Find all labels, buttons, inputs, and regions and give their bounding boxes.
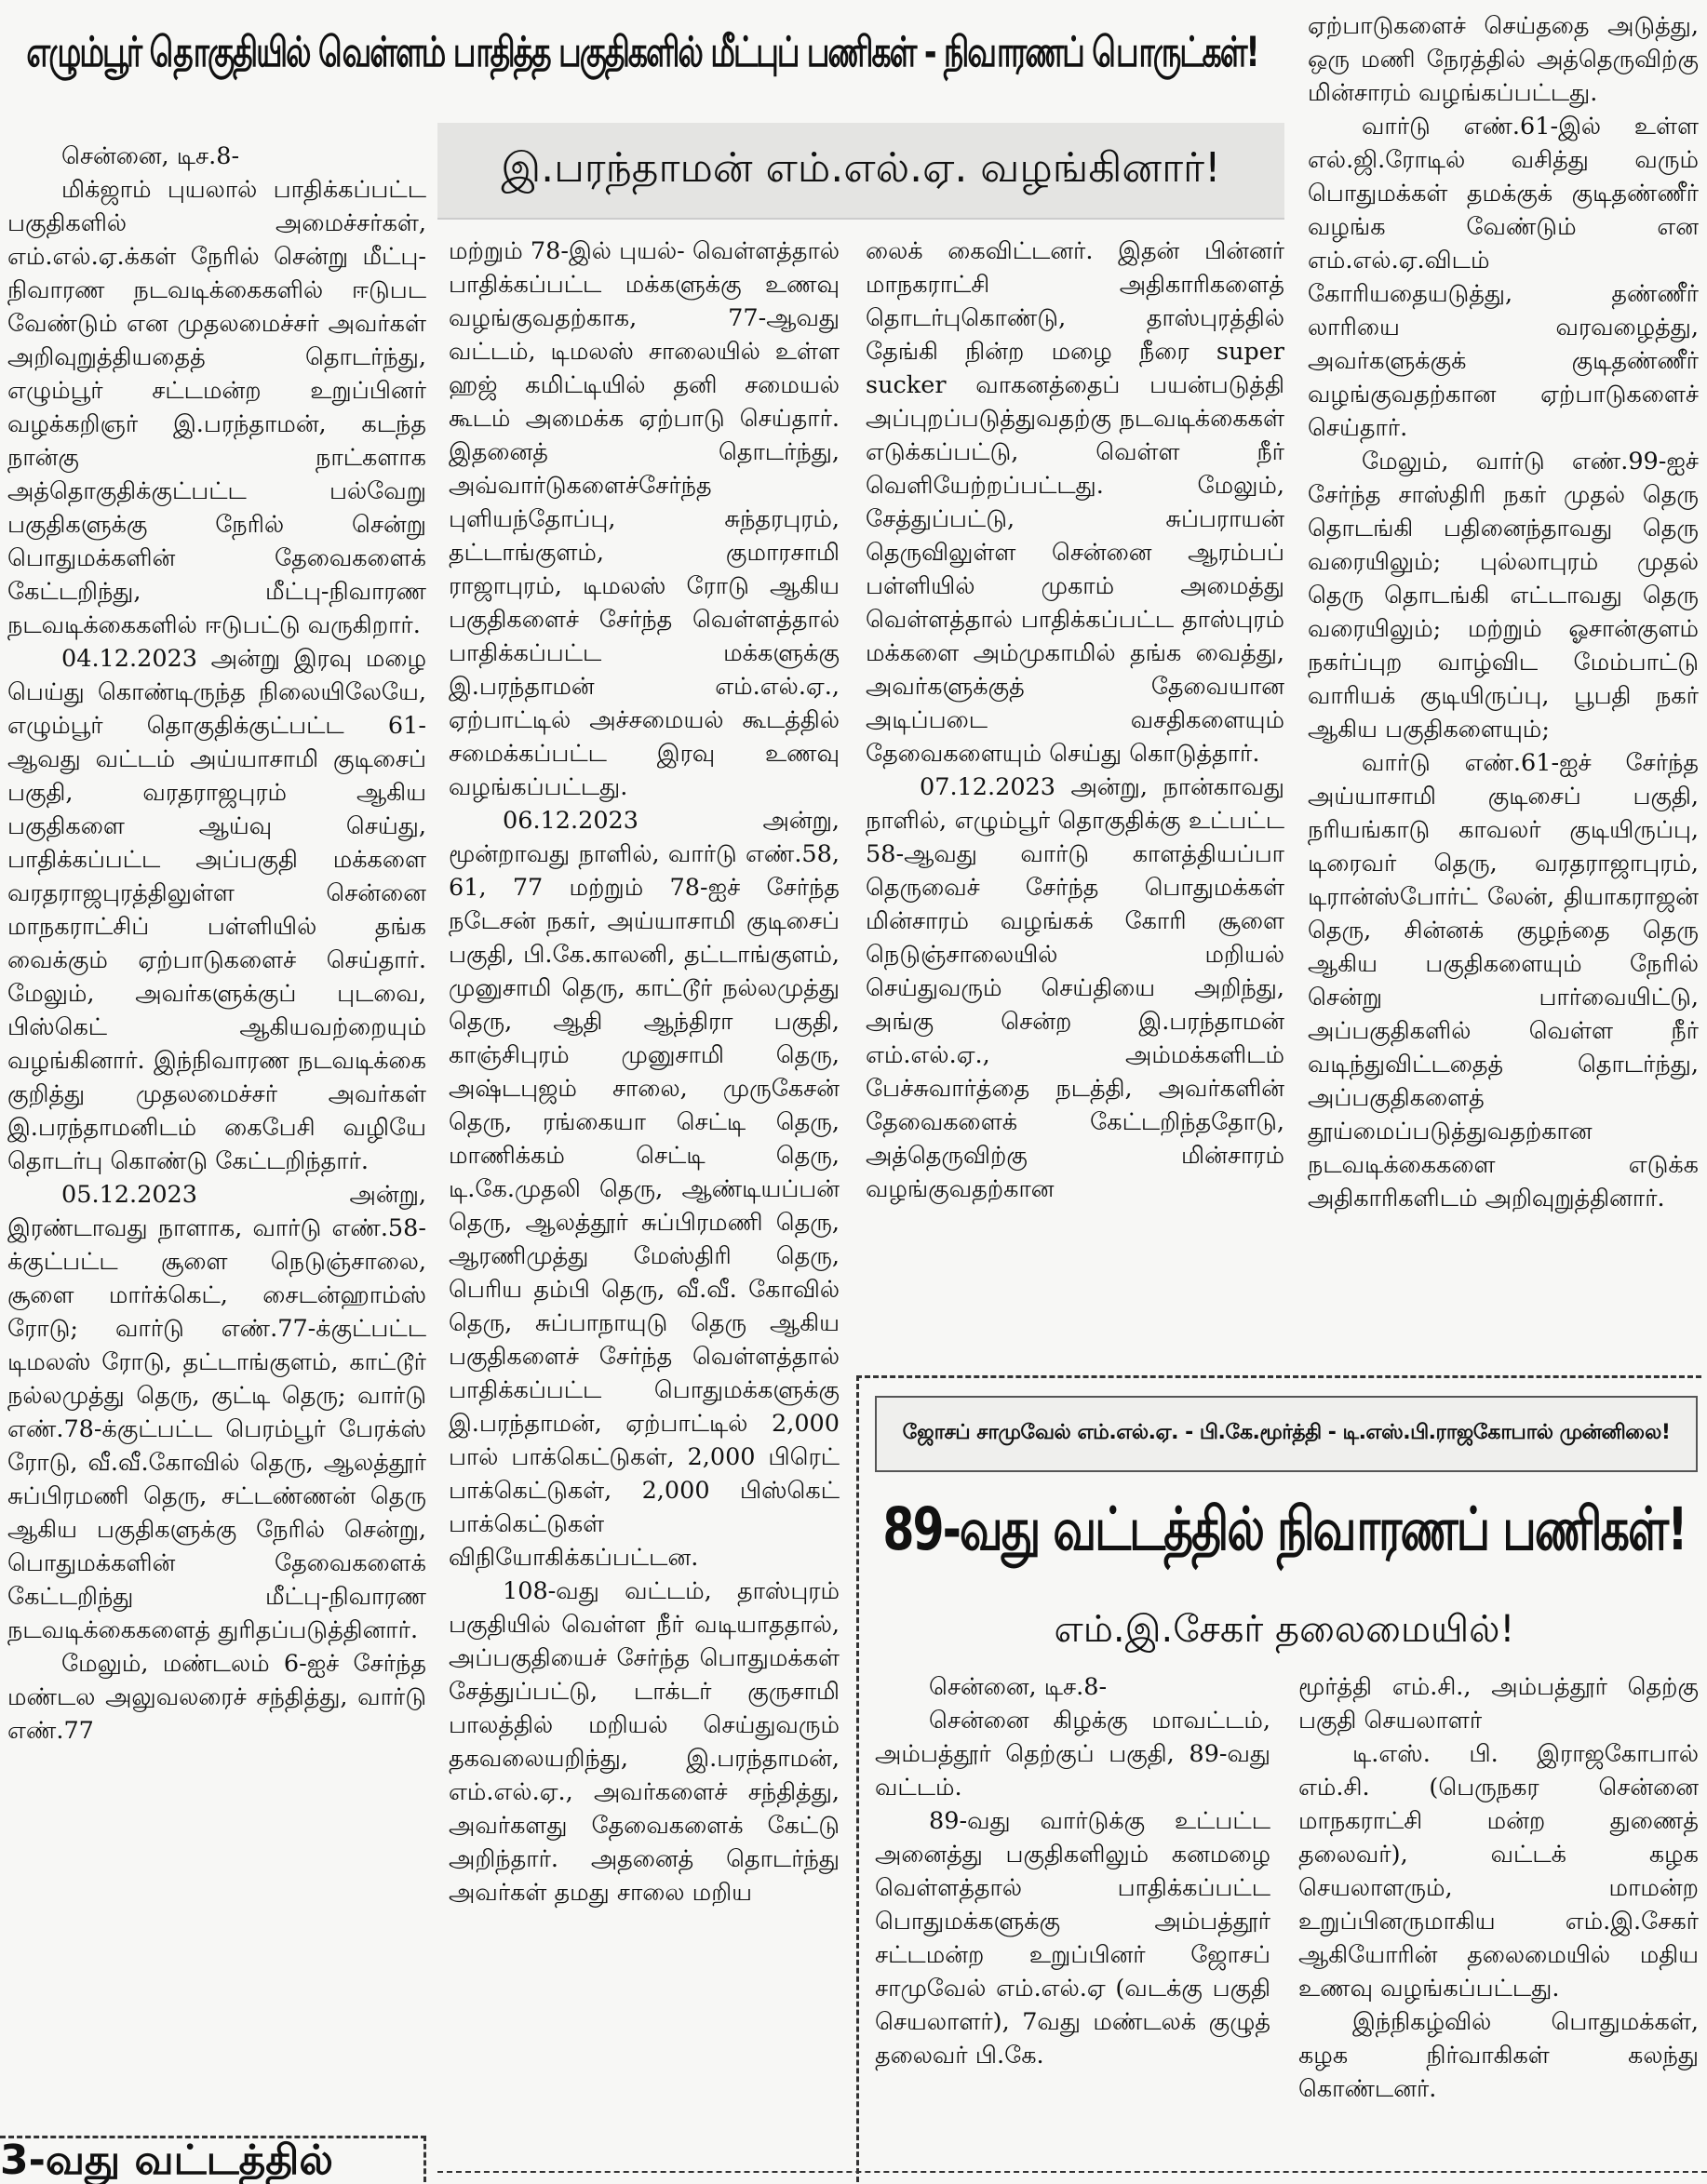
paragraph: ஏற்பாடுகளைச் செய்ததை அடுத்து, ஒரு மணி நேரத்தில் அத்தெருவிற்கு மின்சாரம் வழங்கப்பட்டது.	[1308, 12, 1699, 107]
paragraph: சென்னை கிழக்கு மாவட்டம், அம்பத்தூர் தெற்குப் பகுதி, 89-வது வட்டம்.	[875, 1707, 1270, 1802]
paragraph: 05.12.2023 அன்று, இரண்டாவது நாளாக, வார்டு எண்.58-க்குட்பட்ட சூளை நெடுஞ்சாலை, சூளை மார்க்கெட், சைடன்ஹாம்ஸ் ரோடு; வார்டு எண்.77-க்குட்பட்ட டிமலஸ் ரோடு, தட்டாங்குளம், காட்டூர் நல்லமுத்து தெரு, குட்டி தெரு; வார்டு எண்.78-க்குட்பட்ட பெரம்பூர் பேரக்ஸ் ரோடு, வீ.வீ.கோவில் தெரு, ஆலத்தூர் சுப்பிரமணி தெரு, சட்டண்ணன் தெரு ஆகிய பகுதிகளுக்கு நேரில் சென்று, பொதுமக்களின் தேவைகளைக் கேட்டறிந்து மீட்பு-நிவாரண நடவடிக்கைகளைத் துரிதப்படுத்தினார்.	[7, 1181, 426, 1644]
paragraph: 89-வது வார்டுக்கு உட்பட்ட அனைத்து பகுதிகளிலும் கனமழை வெள்ளத்தால் பாதிக்கப்பட்ட பொதுமக்களுக்கு அம்பத்தூர் சட்டமன்ற உறுப்பினர் ஜோசப் சாமுவேல் எம்.எல்.ஏ (வடக்கு பகுதி செயலாளர்), 7வது மண்டலக் குழுத் தலைவர் பி.கே.	[875, 1807, 1270, 2070]
column-4	[1308, 9, 1699, 1363]
story-2-headline: 89-வது வட்டத்தில் நிவாரணப் பணிகள்!	[882, 1494, 1687, 1564]
column-1	[7, 140, 426, 2136]
paragraph: 04.12.2023 அன்று இரவு மழை பெய்து கொண்டிருந்த நிலையிலேயே, எழும்பூர் தொகுதிக்குட்பட்ட 61-ஆவது வட்டம் அய்யாசாமி குடிசைப் பகுதி, வரதராஜபுரம் ஆகிய பகுதிகளை ஆய்வு செய்து, பாதிக்கப்பட்ட அப்பகுதி மக்களை வரதராஜபுரத்திலுள்ள சென்னை மாநகராட்சிப் பள்ளியில் தங்க வைக்கும் ஏற்பாடுகளைச் செய்தார். மேலும், அவர்களுக்குப் புடவை, பிஸ்கெட் ஆகியவற்றையும் வழங்கினார். இந்நிவாரண நடவடிக்கை குறித்து முதலமைச்சர் அவர்கள் இ.பரந்தாமனிடம் கைபேசி வழியே தொடர்பு கொண்டு கேட்டறிந்தார்.	[7, 645, 426, 1175]
bottom-divider	[437, 2171, 1707, 2173]
paragraph: மூர்த்தி எம்.சி., அம்பத்தூர் தெற்கு பகுதி செயலாளர்	[1298, 1673, 1699, 1735]
paragraph: சென்னை, டிச.8-	[929, 1673, 1108, 1701]
paragraph: மேலும், மண்டலம் 6-ஐச் சேர்ந்த மண்டல அலுவலரைச் சந்தித்து, வார்டு எண்.77	[7, 1650, 426, 1745]
paragraph: 07.12.2023 அன்று, நான்காவது நாளில், எழும்பூர் தொகுதிக்கு உட்பட்ட 58-ஆவது வார்டு காளத்தியப்பா தெருவைச் சேர்ந்த பொதுமக்கள் மின்சாரம் வழங்கக் கோரி சூளை நெடுஞ்சாலையில் மறியல் செய்துவரும் செய்தியை அறிந்து, அங்கு சென்ற இ.பரந்தாமன் எம்.எல்.ஏ., அம்மக்களிடம் பேச்சுவார்த்தை நடத்தி, அவர்களின் தேவைகளைக் கேட்டறிந்ததோடு, அத்தெருவிற்கு மின்சாரம் வழங்குவதற்கான	[866, 773, 1284, 1203]
paragraph: மற்றும் 78-இல் புயல்- வெள்ளத்தால் பாதிக்கப்பட்ட மக்களுக்கு உணவு வழங்குவதற்காக, 77-ஆவது வட்டம், டிமலஸ் சாலையில் உள்ள ஹஜ் கமிட்டியில் தனி சமையல் கூடம் அமைக்க ஏற்பாடு செய்தார். இதனைத் தொடர்ந்து, அவ்வார்டுகளைச்சேர்ந்த புளியந்தோப்பு, சுந்தரபுரம், தட்டாங்குளம், குமாரசாமி ராஜாபுரம், டிமலஸ் ரோடு ஆகிய பகுதிகளைச் சேர்ந்த வெள்ளத்தால் பாதிக்கப்பட்ட மக்களுக்கு இ.பரந்தாமன் எம்.எல்.ஏ., ஏற்பாட்டில் அச்சமையல் கூடத்தில் சமைக்கப்பட்ட இரவு உணவு வழங்கப்பட்டது.	[449, 237, 840, 801]
story-2-byline: எம்.இ.சேகர் தலைமையில்!	[1054, 1607, 1515, 1651]
paragraph: வார்டு எண்.61-இல் உள்ள எல்.ஜி.ரோடில் வசித்து வரும் பொதுமக்கள் தமக்குக் குடிதண்ணீர் வழங்க வேண்டும் என எம்.எல்.ஏ.விடம் கோரியதையடுத்து, தண்ணீர் லாரியை வரவழைத்து, அவர்களுக்குக் குடிதண்ணீர் வழங்குவதற்கான ஏற்பாடுகளைச் செய்தார்.	[1308, 113, 1699, 442]
story-2-column-1	[875, 1670, 1270, 2164]
paragraph: டி.எஸ். பி. இராஜகோபால் எம்.சி. (பெருநகர சென்னை மாநகராட்சி மன்ற துணைத் தலைவர்), வட்டக் கழக செயலாளரும், மாமன்ற உறுப்பினருமாகிய எம்.இ.சேகர் ஆகியோரின் தலைமையில் மதிய உணவு வழங்கப்பட்டது.	[1298, 1740, 1699, 2003]
paragraph: மிக்ஜாம் புயலால் பாதிக்கப்பட்ட பகுதிகளில் அமைச்சர்கள், எம்.எல்.ஏ.க்கள் நேரில் சென்று மீட்பு-நிவாரண நடவடிக்கைகளில் ஈடுபட வேண்டும் என முதலமைச்சர் அவர்கள் அறிவுறுத்தியதைத் தொடர்ந்து, எழும்பூர் சட்டமன்ற உறுப்பினர் வழக்கறிஞர் இ.பரந்தாமன், கடந்த நான்கு நாட்களாக அத்தொகுதிக்குட்பட்ட பல்வேறு பகுதிகளுக்கு நேரில் சென்று பொதுமக்களின் தேவைகளைக் கேட்டறிந்து, மீட்பு-நிவாரண நடவடிக்கைகளில் ஈடுபட்டு வருகிறார்.	[7, 176, 426, 639]
paragraph: லைக் கைவிட்டனர். இதன் பின்னர் மாநகராட்சி அதிகாரிகளைத் தொடர்புகொண்டு, தாஸ்புரத்தில் தேங்கி நின்ற மழை நீரை super sucker வாகனத்தைப் பயன்படுத்தி அப்புறப்படுத்துவதற்கு நடவடிக்கைகள் எடுக்கப்பட்டு, வெள்ள நீர் வெளியேற்றப்பட்டது. மேலும், சேத்துப்பட்டு, சுப்பராயன் தெருவிலுள்ள சென்னை ஆரம்பப் பள்ளியில் முகாம் அமைத்து வெள்ளத்தால் பாதிக்கப்பட்ட தாஸ்புரம் மக்களை அம்முகாமில் தங்க வைத்து, அவர்களுக்குத் தேவையான அடிப்படை வசதிகளையும் தேவைகளையும் செய்து கொடுத்தார்.	[866, 237, 1284, 768]
paragraph: சென்னை, டிச.8-	[61, 142, 240, 170]
paragraph: 06.12.2023 அன்று, மூன்றாவது நாளில், வார்டு எண்.58, 61, 77 மற்றும் 78-ஐச் சேர்ந்த நடேசன் நகர், அய்யாசாமி குடிசைப் பகுதி, பி.கே.காலனி, தட்டாங்குளம், முனுசாமி தெரு, காட்டூர் நல்லமுத்து தெரு, ஆதி ஆந்திரா பகுதி, காஞ்சிபுரம் முனுசாமி தெரு, அஷ்டபுஜம் சாலை, முருகேசன் தெரு, ரங்கையா செட்டி தெரு, மாணிக்கம் செட்டி தெரு, டி.கே.முதலி தெரு, ஆண்டியப்பன் தெரு, ஆலத்தூர் சுப்பிரமணி தெரு, ஆரணிமுத்து மேஸ்திரி தெரு, பெரிய தம்பி தெரு, வீ.வீ. கோவில் தெரு, சுப்பாநாயுடு தெரு ஆகிய பகுதிகளைச் சேர்ந்த வெள்ளத்தால் பாதிக்கப்பட்ட பொதுமக்களுக்கு இ.பரந்தாமன், ஏற்பாட்டில் 2,000 பால் பாக்கெட்டுகள், 2,000 பிரெட் பாக்கெட்டுகள், 2,000 பிஸ்கெட் பாக்கெட்டுகள் விநியோகிக்கப்பட்டன.	[449, 807, 840, 1572]
next-story-headline: 3-வது வட்டத்தில்	[0, 2137, 333, 2184]
story-2-kicker: ஜோசப் சாமுவேல் எம்.எல்.ஏ. - பி.கே.மூர்த்தி - டி.எஸ்.பி.ராஜகோபால் முன்னிலை!	[875, 1396, 1698, 1472]
paragraph: இந்நிகழ்வில் பொதுமக்கள், கழக நிர்வாகிகள் கலந்து கொண்டனர்.	[1298, 2008, 1699, 2103]
page-headline: எழும்பூர் தொகுதியில் வெள்ளம் பாதித்த பகுதிகளில் மீட்புப் பணிகள் - நிவாரணப் பொருட்கள்!	[26, 27, 1258, 76]
story-subheading: இ.பரந்தாமன் எம்.எல்.ஏ. வழங்கினார்!	[437, 123, 1284, 220]
paragraph: வார்டு எண்.61-ஐச் சேர்ந்த அய்யாசாமி குடிசைப் பகுதி, நரியங்காடு காவலர் குடியிருப்பு, டிரைவர் தெரு, வரதராஜாபுரம், டிரான்ஸ்போர்ட் லேன், தியாகராஜன் தெரு, சின்னக் குழந்தை தெரு ஆகிய பகுதிகளையும் நேரில் சென்று பார்வையிட்டு, அப்பகுதிகளில் வெள்ள நீர் வடிந்துவிட்டதைத் தொடர்ந்து, அப்பகுதிகளைத் தூய்மைப்படுத்துவதற்கான நடவடிக்கைகளை எடுக்க அதிகாரிகளிடம் அறிவுறுத்தினார்.	[1308, 749, 1699, 1213]
story-2-column-2	[1298, 1670, 1699, 2164]
paragraph: 108-வது வட்டம், தாஸ்புரம் பகுதியில் வெள்ள நீர் வடியாததால், அப்பகுதியைச் சேர்ந்த பொதுமக்கள் சேத்துப்பட்டு, டாக்டர் குருசாமி பாலத்தில் மறியல் செய்துவரும் தகவலையறிந்து, இ.பரந்தாமன், எம்.எல்.ஏ., அவர்களைச் சந்தித்து, அவர்களது தேவைகளைக் கேட்டு அறிந்தார். அதனைத் தொடர்ந்து அவர்கள் தமது சாலை மறிய	[449, 1577, 840, 1907]
column-3	[866, 234, 1284, 1365]
paragraph: மேலும், வார்டு எண்.99-ஐச் சேர்ந்த சாஸ்திரி நகர் முதல் தெரு தொடங்கி பதினைந்தாவது தெரு வரையிலும்; புல்லாபுரம் முதல் தெரு தொடங்கி எட்டாவது தெரு வரையிலும்; மற்றும் ஓசான்குளம் நகர்ப்புற வாழ்விட மேம்பாட்டு வாரியக் குடியிருப்பு, பூபதி நகர் ஆகிய பகுதிகளையும்;	[1308, 448, 1699, 744]
column-2	[449, 234, 840, 2165]
